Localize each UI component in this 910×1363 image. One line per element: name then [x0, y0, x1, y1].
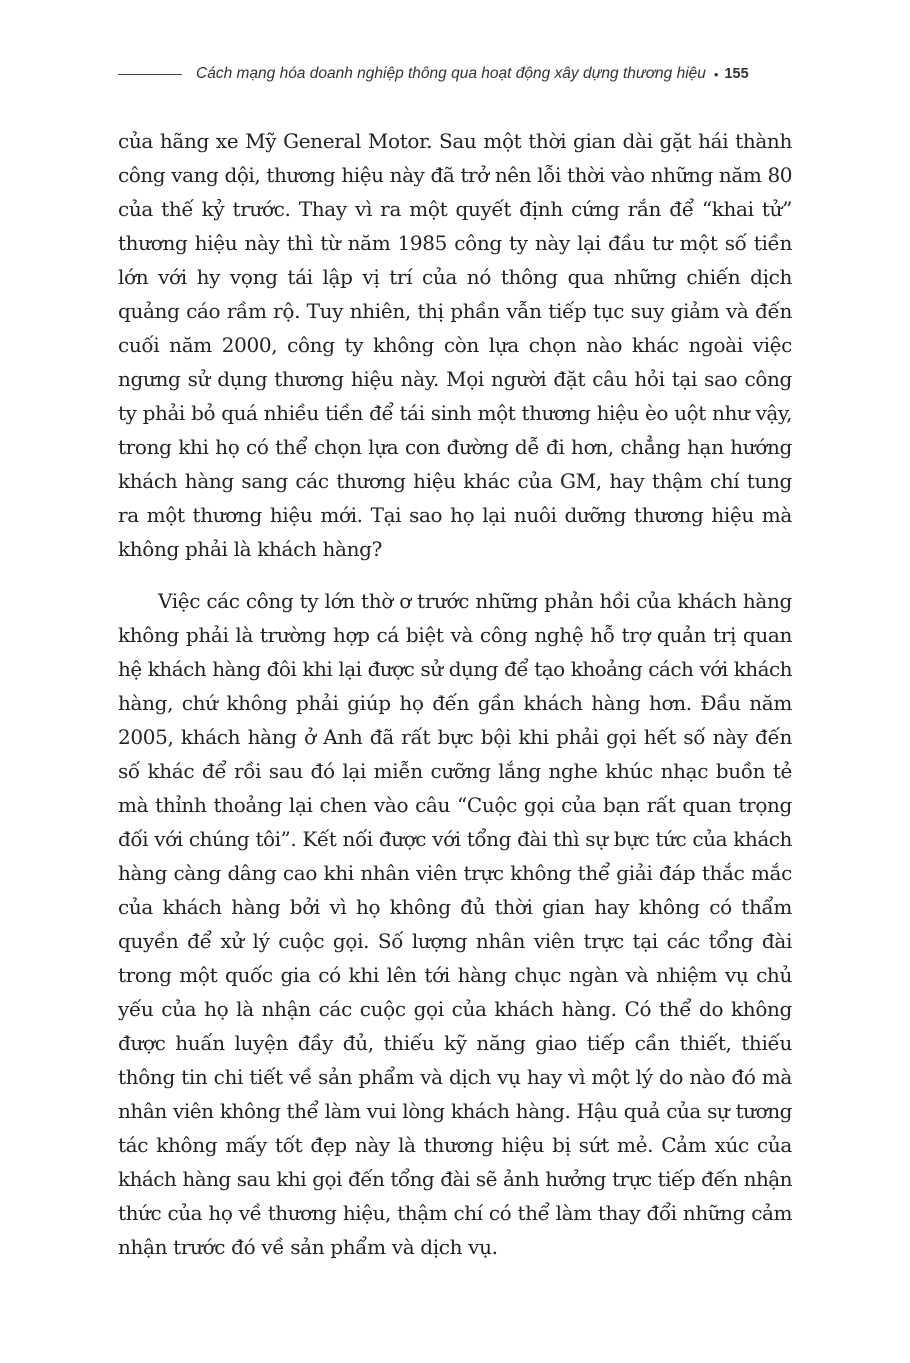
text-line: không phải là khách hàng?: [118, 537, 382, 561]
text-line: của thế kỷ trước. Thay vì ra một quyết định cứng rắn để “khai tử”: [118, 197, 792, 221]
text-line: của hãng xe Mỹ General Motor. Sau một thời gian dài gặt hái thành: [118, 129, 792, 153]
text-line: đối với chúng tôi”. Kết nối được với tổng đài thì sự bực tức của khách: [118, 827, 792, 851]
text-line: khách hàng sau khi gọi đến tổng đài sẽ ảnh hưởng trực tiếp đến nhận: [118, 1167, 792, 1191]
text-line: ngưng sử dụng thương hiệu này. Mọi người đặt câu hỏi tại sao công: [118, 367, 792, 391]
text-line: mà thỉnh thoảng lại chen vào câu “Cuộc gọi của bạn rất quan trọng: [118, 793, 792, 817]
header-title: Cách mạng hóa doanh nghiệp thông qua hoạt động xây dựng thương hiệu: [196, 65, 706, 82]
text-line: khách hàng sang các thương hiệu khác của GM, hay thậm chí tung: [118, 469, 792, 493]
header-rule: [118, 74, 182, 75]
text-line: không phải là trường hợp cá biệt và công nghệ hỗ trợ quản trị quan: [118, 623, 792, 647]
text-line: Việc các công ty lớn thờ ơ trước những phản hồi của khách hàng: [158, 589, 792, 613]
text-line: nhân viên không thể làm vui lòng khách hàng. Hậu quả của sự tương: [118, 1099, 792, 1123]
paragraph-1: [118, 124, 792, 566]
text-line: lớn với hy vọng tái lập vị trí của nó thông qua những chiến dịch: [118, 265, 792, 289]
text-line: quảng cáo rầm rộ. Tuy nhiên, thị phần vẫn tiếp tục suy giảm và đến: [118, 299, 792, 323]
text-line: yếu của họ là nhận các cuộc gọi của khách hàng. Có thể do không: [118, 997, 792, 1021]
text-line: trong khi họ có thể chọn lựa con đường dễ đi hơn, chẳng hạn hướng: [118, 435, 792, 459]
text-line: hệ khách hàng đôi khi lại được sử dụng để tạo khoảng cách với khách: [118, 657, 792, 681]
text-line: hàng càng dâng cao khi nhân viên trực không thể giải đáp thắc mắc: [118, 861, 792, 885]
text-line: ra một thương hiệu mới. Tại sao họ lại nuôi dưỡng thương hiệu mà: [118, 503, 792, 527]
header-bullet: •: [713, 66, 719, 82]
body-text: [118, 124, 792, 1264]
text-line: hàng, chứ không phải giúp họ đến gần khách hàng hơn. Đầu năm: [118, 691, 792, 715]
page-number: 155: [724, 66, 749, 82]
text-line: ty phải bỏ quá nhiều tiền để tái sinh một thương hiệu èo uột như vậy,: [118, 401, 792, 425]
text-line: được huấn luyện đầy đủ, thiếu kỹ năng giao tiếp cần thiết, thiếu: [118, 1031, 792, 1055]
text-line: tác không mấy tốt đẹp này là thương hiệu bị sứt mẻ. Cảm xúc của: [118, 1133, 792, 1157]
text-line: quyền để xử lý cuộc gọi. Số lượng nhân viên trực tại các tổng đài: [118, 929, 792, 953]
text-line: 2005, khách hàng ở Anh đã rất bực bội khi phải gọi hết số này đến: [118, 725, 792, 749]
text-line: công vang dội, thương hiệu này đã trở nên lỗi thời vào những năm 80: [118, 163, 792, 187]
text-line: nhận trước đó về sản phẩm và dịch vụ.: [118, 1235, 498, 1259]
text-line: thương hiệu này thì từ năm 1985 công ty này lại đầu tư một số tiền: [118, 231, 792, 255]
text-line: thông tin chi tiết về sản phẩm và dịch vụ hay vì một lý do nào đó mà: [118, 1065, 792, 1089]
running-header: [118, 60, 794, 88]
text-line: của khách hàng bởi vì họ không đủ thời gian hay không có thẩm: [118, 895, 792, 919]
paragraph-2: [118, 584, 792, 1264]
text-line: số khác để rồi sau đó lại miễn cưỡng lắng nghe khúc nhạc buồn tẻ: [118, 759, 792, 783]
text-line: thức của họ về thương hiệu, thậm chí có thể làm thay đổi những cảm: [118, 1201, 792, 1225]
text-line: cuối năm 2000, công ty không còn lựa chọn nào khác ngoài việc: [118, 333, 792, 357]
text-line: trong một quốc gia có khi lên tới hàng chục ngàn và nhiệm vụ chủ: [118, 963, 792, 987]
paragraph-spacer: [118, 566, 792, 584]
